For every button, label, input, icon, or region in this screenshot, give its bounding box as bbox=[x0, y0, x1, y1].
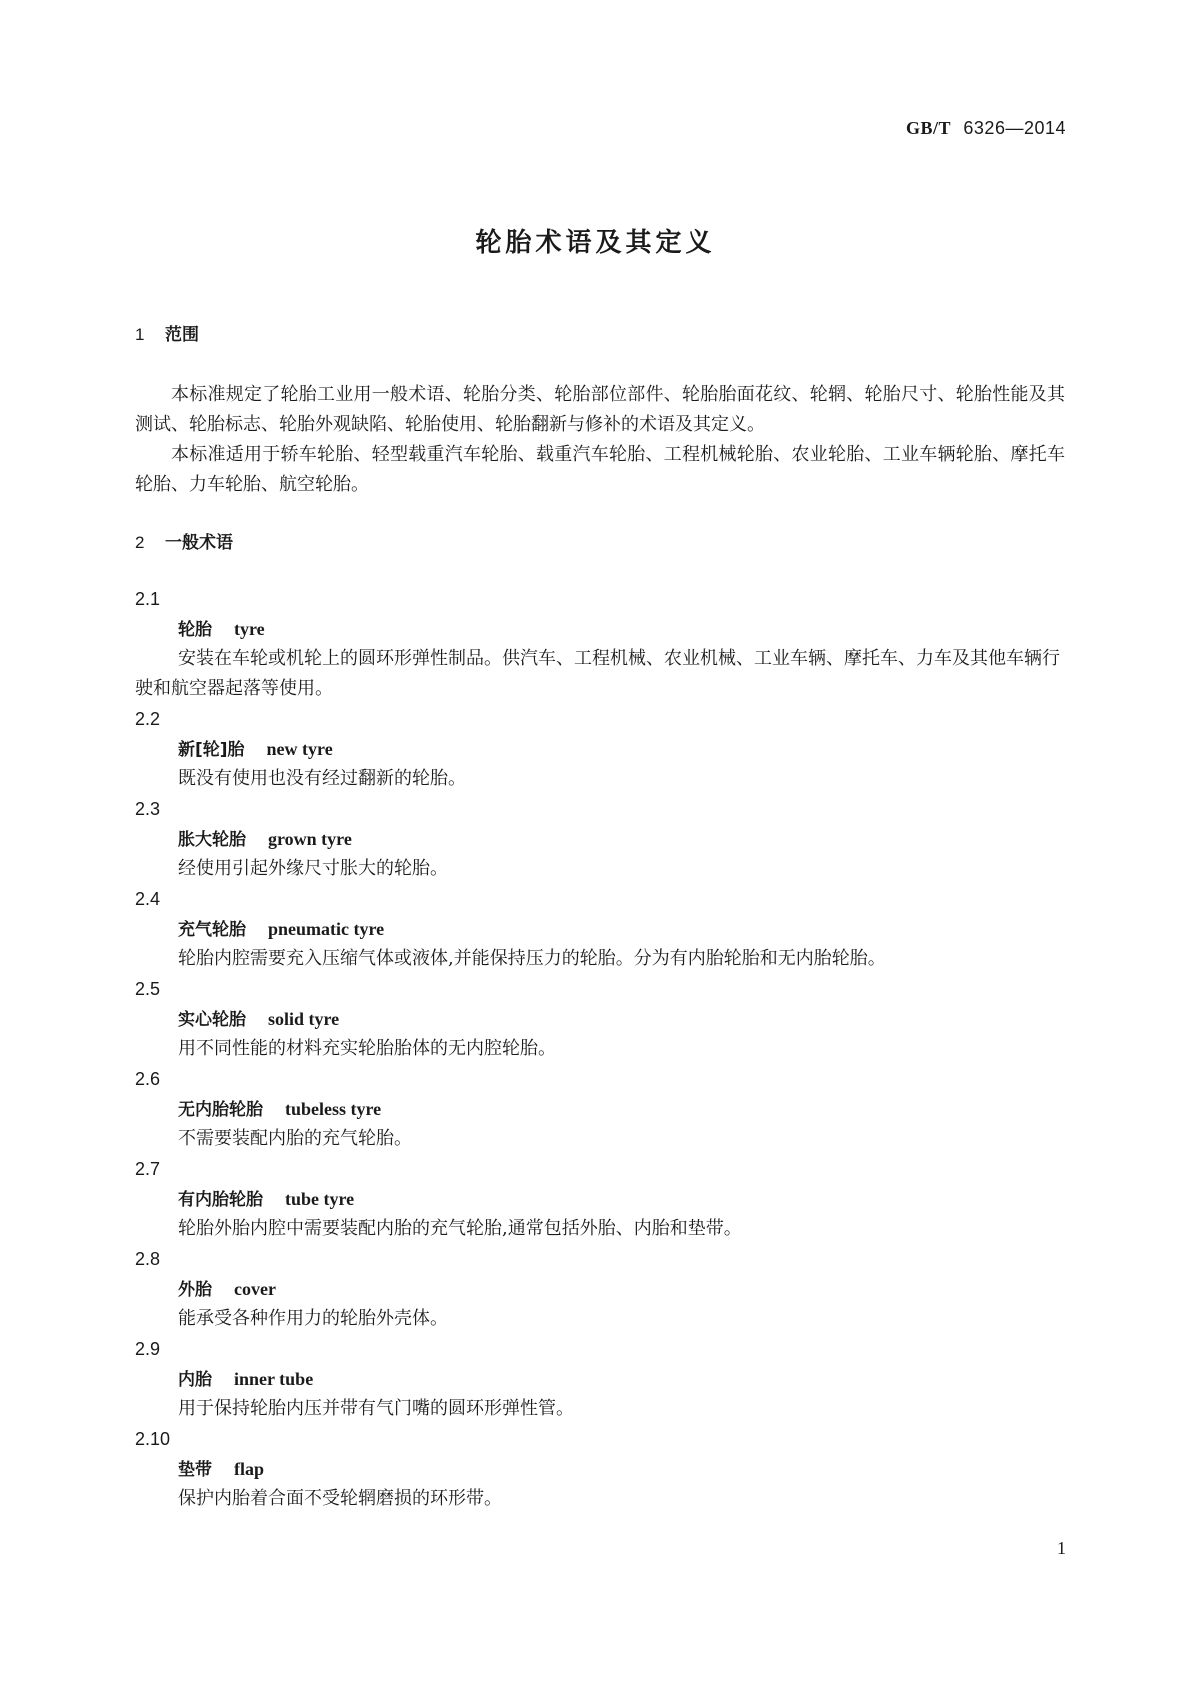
document-title: 轮胎术语及其定义 bbox=[475, 228, 716, 258]
term-zh: 无内胎轮胎 bbox=[178, 1100, 263, 1120]
scope-paragraph-2: 本标准适用于轿车轮胎、轻型载重汽车轮胎、载重汽车轮胎、工程机械轮胎、农业轮胎、工业车辆轮胎、摩托车轮胎、力车轮胎、航空轮胎。 bbox=[135, 444, 1065, 495]
standard-number: 6326—2014 bbox=[963, 118, 1066, 138]
term-entry bbox=[135, 1424, 1065, 1514]
term-zh: 外胎 bbox=[178, 1280, 212, 1300]
term-entry bbox=[135, 1154, 1065, 1244]
scope-paragraph-1: 本标准规定了轮胎工业用一般术语、轮胎分类、轮胎部位部件、轮胎胎面花纹、轮辋、轮胎尺寸、轮胎性能及其测试、轮胎标志、轮胎外观缺陷、轮胎使用、轮胎翻新与修补的术语及其定义。 bbox=[135, 384, 1065, 435]
term-definition: 能承受各种作用力的轮胎外壳体。 bbox=[178, 1308, 448, 1329]
term-definition: 轮胎外胎内腔中需要装配内胎的充气轮胎,通常包括外胎、内胎和垫带。 bbox=[178, 1218, 742, 1239]
term-entry bbox=[135, 584, 1065, 704]
term-definition: 轮胎内腔需要充入压缩气体或液体,并能保持压力的轮胎。分为有内胎轮胎和无内胎轮胎。 bbox=[178, 948, 886, 969]
term-en: tubeless tyre bbox=[285, 1099, 382, 1119]
term-zh: 实心轮胎 bbox=[178, 1010, 246, 1030]
term-entry bbox=[135, 1064, 1065, 1154]
term-heading bbox=[135, 1274, 1065, 1304]
section-number: 2 bbox=[135, 533, 145, 552]
standard-prefix: GB/T bbox=[905, 118, 951, 138]
term-heading bbox=[135, 1094, 1065, 1124]
term-en: grown tyre bbox=[268, 829, 352, 849]
term-number: 2.8 bbox=[135, 1249, 161, 1269]
term-en: inner tube bbox=[234, 1369, 314, 1389]
term-en: pneumatic tyre bbox=[268, 919, 385, 939]
term-definition: 保护内胎着合面不受轮辋磨损的环形带。 bbox=[178, 1488, 502, 1509]
term-definition: 用于保持轮胎内压并带有气门嘴的圆环形弹性管。 bbox=[178, 1398, 574, 1419]
term-number: 2.3 bbox=[135, 799, 161, 819]
section-number: 1 bbox=[135, 325, 145, 344]
term-number: 2.10 bbox=[135, 1429, 171, 1449]
term-definition: 安装在车轮或机轮上的圆环形弹性制品。供汽车、工程机械、农业机械、工业车辆、摩托车、力车及其他车辆行驶和航空器起落等使用。 bbox=[135, 648, 1060, 699]
term-number: 2.6 bbox=[135, 1069, 161, 1089]
term-entry bbox=[135, 794, 1065, 884]
standard-code bbox=[906, 118, 1066, 139]
section-title: 范围 bbox=[165, 325, 199, 345]
term-definition: 经使用引起外缘尺寸胀大的轮胎。 bbox=[178, 858, 448, 879]
term-en: cover bbox=[234, 1279, 276, 1299]
page-number: 1 bbox=[1057, 1538, 1066, 1558]
term-en: tyre bbox=[234, 619, 265, 639]
term-en: tube tyre bbox=[285, 1189, 355, 1209]
term-entry bbox=[135, 1334, 1065, 1424]
term-entry bbox=[135, 1244, 1065, 1334]
section-2-heading bbox=[135, 528, 1065, 558]
document-body bbox=[135, 320, 1065, 1514]
term-number: 2.9 bbox=[135, 1339, 161, 1359]
term-zh: 胀大轮胎 bbox=[178, 830, 246, 850]
term-number: 2.1 bbox=[135, 589, 161, 609]
term-zh: 轮胎 bbox=[178, 620, 212, 640]
term-zh: 新[轮]胎 bbox=[178, 740, 245, 760]
term-definition: 用不同性能的材料充实轮胎胎体的无内腔轮胎。 bbox=[178, 1038, 556, 1059]
term-number: 2.7 bbox=[135, 1159, 161, 1179]
term-number: 2.5 bbox=[135, 979, 161, 999]
term-en: flap bbox=[234, 1459, 265, 1479]
term-heading bbox=[135, 734, 1065, 764]
term-heading bbox=[135, 1004, 1065, 1034]
term-definition: 既没有使用也没有经过翻新的轮胎。 bbox=[178, 768, 466, 789]
section-title: 一般术语 bbox=[165, 533, 233, 553]
term-heading bbox=[135, 1184, 1065, 1214]
term-entry bbox=[135, 974, 1065, 1064]
term-en: new tyre bbox=[266, 739, 333, 759]
term-heading bbox=[135, 824, 1065, 854]
term-zh: 充气轮胎 bbox=[178, 920, 246, 940]
term-en: solid tyre bbox=[268, 1009, 340, 1029]
term-definition: 不需要装配内胎的充气轮胎。 bbox=[178, 1128, 412, 1149]
term-entry bbox=[135, 884, 1065, 974]
term-number: 2.4 bbox=[135, 889, 161, 909]
term-zh: 有内胎轮胎 bbox=[178, 1190, 263, 1210]
section-1-heading bbox=[135, 320, 1065, 350]
term-zh: 垫带 bbox=[178, 1460, 212, 1480]
term-number: 2.2 bbox=[135, 709, 161, 729]
term-heading bbox=[135, 614, 1065, 644]
term-zh: 内胎 bbox=[178, 1370, 212, 1390]
term-heading bbox=[135, 914, 1065, 944]
term-heading bbox=[135, 1364, 1065, 1394]
term-heading bbox=[135, 1454, 1065, 1484]
term-entry bbox=[135, 704, 1065, 794]
